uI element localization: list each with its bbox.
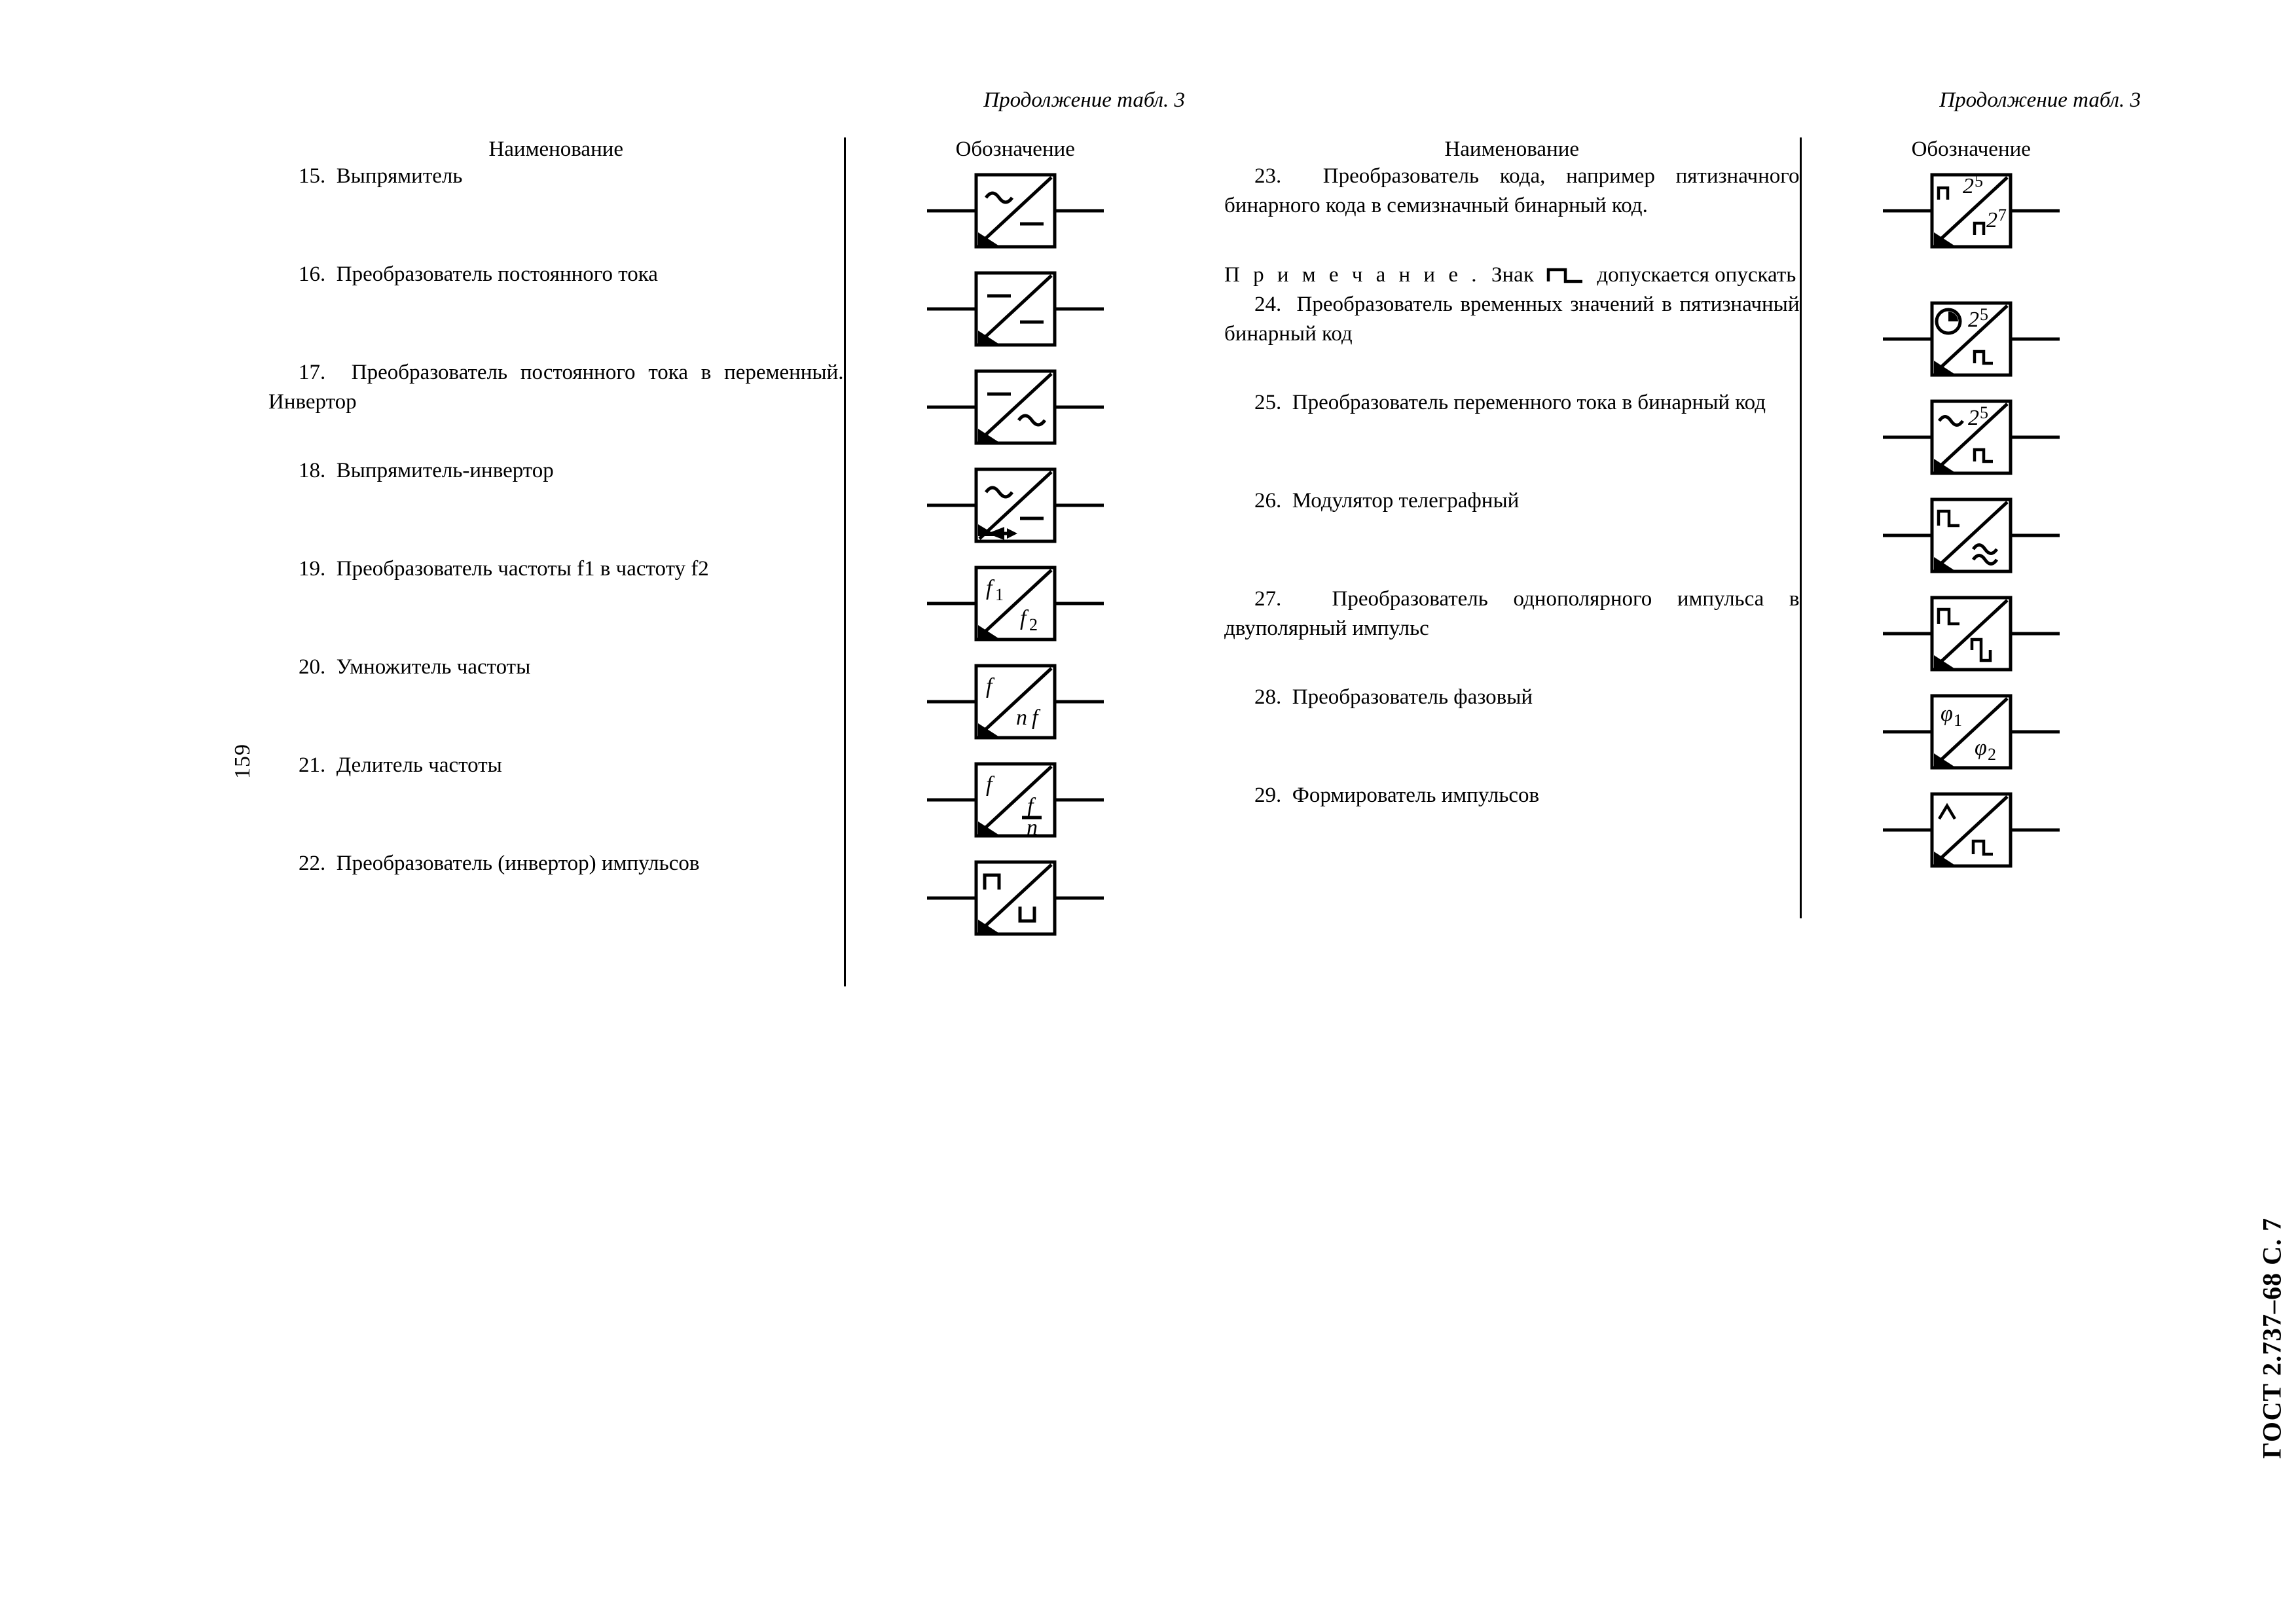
svg-text:f: f (1027, 794, 1034, 818)
table-row (1224, 585, 2141, 683)
row-note-23: П р и м е ч а н и е . Знак допускается опускать (1224, 263, 1796, 287)
symbol-rectifier-icon (920, 162, 1110, 260)
header-symbol-right: Обозначение (1800, 137, 2141, 162)
symbol-phase-converter-icon (1876, 683, 2066, 781)
table-row (268, 849, 1185, 947)
svg-text:2: 2 (1029, 615, 1038, 634)
row-name-25: 25. Преобразователь переменного тока в бинарный код (1254, 391, 1766, 415)
header-symbol-left: Обозначение (845, 137, 1185, 162)
svg-text:f: f (1031, 706, 1038, 730)
table-row (268, 358, 1185, 456)
table-row (1224, 388, 2141, 486)
svg-text:2: 2 (1967, 406, 1979, 431)
svg-text:7: 7 (1997, 206, 2007, 225)
table-row (268, 751, 1185, 849)
row-symbol-16 (845, 260, 1185, 358)
svg-text:2: 2 (1986, 208, 1997, 232)
svg-text:n: n (1015, 706, 1027, 730)
table-row (268, 554, 1185, 653)
symbol-inverter-icon (920, 358, 1110, 456)
table-row (268, 653, 1185, 751)
table-row (1224, 162, 2141, 260)
symbol-freq-divider-icon (920, 751, 1110, 849)
header-name-left: Наименование (488, 137, 624, 161)
row-name-24: 24. Преобразователь временных значений в пятизначный бинарный код (1224, 293, 1800, 346)
table-row (268, 456, 1185, 554)
note-symbol-empty (1800, 260, 2141, 290)
row-symbol-26 (1800, 486, 2141, 585)
svg-text:2: 2 (1962, 174, 1974, 198)
symbol-code-converter-icon (1876, 162, 2066, 260)
row-name-15: 15. Выпрямитель (299, 164, 463, 188)
row-symbol-28 (1800, 683, 2141, 781)
symbol-dc-dc-icon (920, 260, 1110, 358)
row-name-26: 26. Модулятор телеграфный (1254, 489, 1520, 513)
left-column (268, 88, 1185, 986)
table-row (1224, 486, 2141, 585)
svg-text:5: 5 (1979, 305, 1988, 325)
symbol-pulse-shaper-icon (1876, 781, 2066, 879)
row-name-19: 19. Преобразователь частоты f1 в частоту f2 (299, 557, 709, 581)
svg-text:φ: φ (1940, 702, 1953, 727)
svg-text:5: 5 (1979, 403, 1988, 423)
row-name-22: 22. Преобразователь (инвертор) импульсов (299, 852, 700, 875)
pulse-sign-icon (1546, 266, 1585, 284)
svg-text:2: 2 (1987, 745, 1996, 765)
row-name-21: 21. Делитель частоты (299, 753, 502, 777)
table-right (1224, 137, 2141, 918)
row-name-27: 27. Преобразователь однополярного импульса в двуполярный импульс (1224, 587, 1800, 640)
svg-text:f: f (985, 674, 993, 698)
row-symbol-15 (845, 162, 1185, 260)
table-left (268, 137, 1185, 986)
table-row (1224, 781, 2141, 879)
table-filler (1224, 879, 2141, 918)
svg-text:1: 1 (994, 585, 1004, 604)
standard-reference: ГОСТ 2.737–68 С. 7 (2257, 1217, 2287, 1459)
symbol-telegraph-modulator-icon (1876, 486, 2066, 585)
table-row (268, 260, 1185, 358)
row-name-23: 23. Преобразователь кода, например пятизначного бинарного кода в семизначный бинарный код. (1224, 164, 1800, 217)
row-symbol-19 (845, 554, 1185, 653)
row-symbol-23 (1800, 162, 2141, 260)
symbol-freq-converter-icon (920, 554, 1110, 653)
row-symbol-21 (845, 751, 1185, 849)
row-symbol-17 (845, 358, 1185, 456)
right-column (1224, 88, 2141, 918)
continuation-label-right: Продолжение табл. 3 (1939, 88, 2141, 112)
row-name-16: 16. Преобразователь постоянного тока (299, 262, 658, 286)
svg-text:f: f (985, 576, 993, 600)
symbol-time-to-code-icon (1876, 290, 2066, 388)
table-header-row (268, 137, 1185, 162)
svg-text:1: 1 (1953, 711, 1962, 730)
row-symbol-22 (845, 849, 1185, 947)
svg-text:n: n (1026, 816, 1038, 840)
header-name-right: Наименование (1444, 137, 1580, 161)
symbol-rect-inverter-icon (920, 456, 1110, 554)
table-row (1224, 290, 2141, 388)
row-name-20: 20. Умножитель частоты (299, 655, 531, 679)
svg-text:φ: φ (1974, 736, 1987, 761)
table-row (1224, 683, 2141, 781)
table-row-note (1224, 260, 2141, 290)
row-name-28: 28. Преобразователь фазовый (1254, 685, 1533, 710)
row-name-17: 17. Преобразователь постоянного тока в переменный. Инвертор (268, 361, 844, 414)
row-symbol-27 (1800, 585, 2141, 683)
row-name-18: 18. Выпрямитель-инвертор (299, 459, 554, 482)
svg-text:5: 5 (1974, 171, 1983, 190)
side-page-number: 159 (230, 744, 255, 779)
row-symbol-18 (845, 456, 1185, 554)
symbol-freq-multiplier-icon (920, 653, 1110, 751)
svg-text:f: f (985, 772, 993, 797)
row-symbol-24 (1800, 290, 2141, 388)
table-row (268, 162, 1185, 260)
svg-text:f: f (1019, 606, 1027, 630)
row-symbol-20 (845, 653, 1185, 751)
row-symbol-29 (1800, 781, 2141, 879)
symbol-unipolar-bipolar-icon (1876, 585, 2066, 683)
table-filler (268, 947, 1185, 986)
continuation-label-left: Продолжение табл. 3 (983, 88, 1185, 112)
symbol-pulse-inverter-icon (920, 849, 1110, 947)
symbol-ac-to-code-icon (1876, 388, 2066, 486)
row-name-29: 29. Формирователь импульсов (1254, 784, 1540, 808)
row-symbol-25 (1800, 388, 2141, 486)
svg-text:2: 2 (1967, 308, 1979, 333)
table-header-row (1224, 137, 2141, 162)
